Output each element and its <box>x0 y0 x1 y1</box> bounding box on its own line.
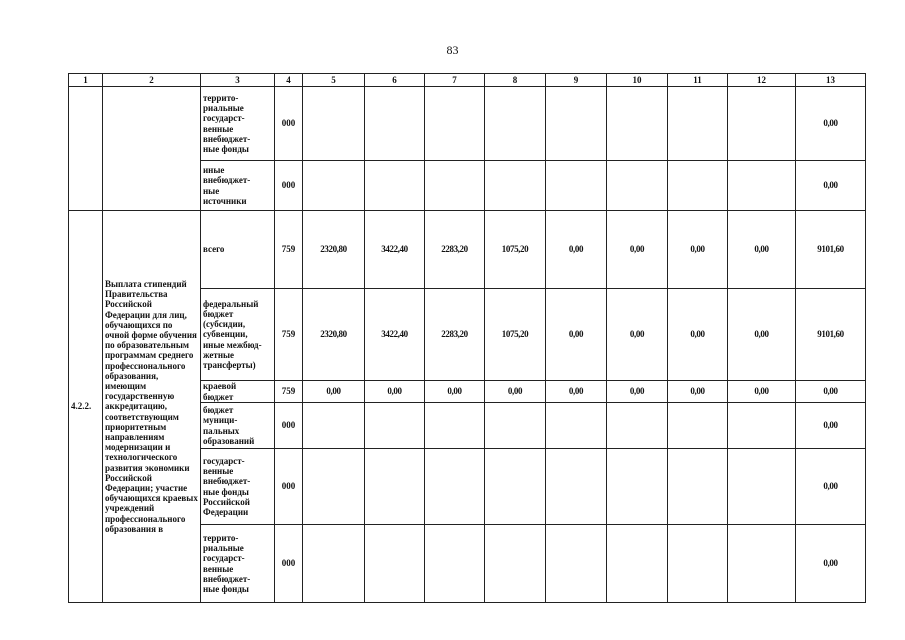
value-cell <box>365 403 425 449</box>
value-cell <box>668 161 728 211</box>
table-row <box>69 87 866 161</box>
source-cell: террито- риальные государст- венные внебюджет- ные фонды <box>201 525 275 603</box>
value-cell: 0,00 <box>607 211 668 289</box>
value-cell <box>365 161 425 211</box>
code-cell: 000 <box>275 87 303 161</box>
value-cell: 0,00 <box>546 289 607 381</box>
code-cell: 000 <box>275 161 303 211</box>
value-cell <box>668 87 728 161</box>
value-cell <box>365 87 425 161</box>
table-body <box>69 87 866 603</box>
value-cell: 0,00 <box>728 381 796 403</box>
item-number: 4.2.2. <box>69 211 103 603</box>
total-cell: 0,00 <box>796 525 866 603</box>
value-cell: 0,00 <box>365 381 425 403</box>
total-cell: 0,00 <box>796 161 866 211</box>
total-cell: 9101,60 <box>796 289 866 381</box>
value-cell <box>728 161 796 211</box>
source-cell: бюджет муници- пальных образований <box>201 403 275 449</box>
item-description-cell <box>103 87 201 211</box>
value-cell <box>365 525 425 603</box>
value-cell: 2283,20 <box>425 211 485 289</box>
column-header: 8 <box>485 74 546 87</box>
value-cell: 2320,80 <box>303 289 365 381</box>
value-cell: 1075,20 <box>485 211 546 289</box>
column-header: 9 <box>546 74 607 87</box>
value-cell: 3422,40 <box>365 211 425 289</box>
total-cell: 0,00 <box>796 87 866 161</box>
value-cell <box>303 161 365 211</box>
value-cell <box>728 403 796 449</box>
value-cell <box>607 403 668 449</box>
value-cell <box>607 87 668 161</box>
value-cell: 0,00 <box>668 381 728 403</box>
value-cell: 2320,80 <box>303 211 365 289</box>
value-cell <box>303 449 365 525</box>
column-header: 3 <box>201 74 275 87</box>
total-cell: 0,00 <box>796 449 866 525</box>
column-header: 11 <box>668 74 728 87</box>
value-cell: 0,00 <box>668 211 728 289</box>
value-cell <box>485 161 546 211</box>
code-cell: 000 <box>275 525 303 603</box>
value-cell <box>546 525 607 603</box>
code-cell: 759 <box>275 381 303 403</box>
column-header: 2 <box>103 74 201 87</box>
value-cell <box>425 525 485 603</box>
value-cell <box>668 449 728 525</box>
value-cell <box>425 87 485 161</box>
source-cell: государст- венные внебюджет- ные фонды Российской Федерации <box>201 449 275 525</box>
column-header: 12 <box>728 74 796 87</box>
value-cell <box>546 161 607 211</box>
value-cell <box>607 449 668 525</box>
value-cell <box>728 449 796 525</box>
value-cell <box>425 403 485 449</box>
code-cell: 000 <box>275 403 303 449</box>
value-cell <box>668 403 728 449</box>
value-cell: 1075,20 <box>485 289 546 381</box>
value-cell <box>728 525 796 603</box>
value-cell <box>485 403 546 449</box>
value-cell <box>546 87 607 161</box>
value-cell <box>303 525 365 603</box>
value-cell: 0,00 <box>546 381 607 403</box>
source-cell: краевой бюджет <box>201 381 275 403</box>
value-cell: 0,00 <box>728 211 796 289</box>
value-cell: 0,00 <box>607 289 668 381</box>
code-cell: 000 <box>275 449 303 525</box>
value-cell <box>485 449 546 525</box>
value-cell <box>425 161 485 211</box>
source-cell: федеральный бюджет (субсидии, субвенции, иные межбюд- жетные трансферты) <box>201 289 275 381</box>
code-cell: 759 <box>275 211 303 289</box>
source-cell: иные внебюджет- ные источники <box>201 161 275 211</box>
value-cell: 0,00 <box>303 381 365 403</box>
column-header: 13 <box>796 74 866 87</box>
budget-table <box>68 73 866 603</box>
value-cell <box>425 449 485 525</box>
value-cell: 0,00 <box>668 289 728 381</box>
value-cell <box>546 449 607 525</box>
value-cell <box>303 87 365 161</box>
column-header: 4 <box>275 74 303 87</box>
column-header: 1 <box>69 74 103 87</box>
total-cell: 0,00 <box>796 381 866 403</box>
column-header: 10 <box>607 74 668 87</box>
value-cell: 0,00 <box>485 381 546 403</box>
column-header: 6 <box>365 74 425 87</box>
value-cell: 0,00 <box>728 289 796 381</box>
value-cell <box>303 403 365 449</box>
column-header: 5 <box>303 74 365 87</box>
value-cell: 0,00 <box>425 381 485 403</box>
item-number-cell <box>69 87 103 211</box>
total-cell: 9101,60 <box>796 211 866 289</box>
column-header: 7 <box>425 74 485 87</box>
source-cell: всего <box>201 211 275 289</box>
value-cell: 0,00 <box>607 381 668 403</box>
value-cell: 0,00 <box>546 211 607 289</box>
value-cell <box>546 403 607 449</box>
value-cell <box>607 161 668 211</box>
value-cell <box>485 87 546 161</box>
value-cell <box>607 525 668 603</box>
value-cell <box>728 87 796 161</box>
total-cell: 0,00 <box>796 403 866 449</box>
source-cell: террито- риальные государст- венные внебюджет- ные фонды <box>201 87 275 161</box>
header-row <box>69 74 866 87</box>
table-row <box>69 211 866 289</box>
value-cell <box>485 525 546 603</box>
value-cell: 2283,20 <box>425 289 485 381</box>
code-cell: 759 <box>275 289 303 381</box>
item-description: Выплата стипендий Правительства Российской Федерации для лиц, обучающихся по очной форме обучения по образовательным программам среднего профессионального образования, имеющим государственную аккредитацию, соответствующим приоритетным направлениям модернизации и технологического развития экономики Российской Федерации; участие обучающихся краевых учреждений профессионального образования в <box>103 211 201 603</box>
value-cell: 3422,40 <box>365 289 425 381</box>
page-number: 83 <box>446 43 459 57</box>
value-cell <box>668 525 728 603</box>
value-cell <box>365 449 425 525</box>
